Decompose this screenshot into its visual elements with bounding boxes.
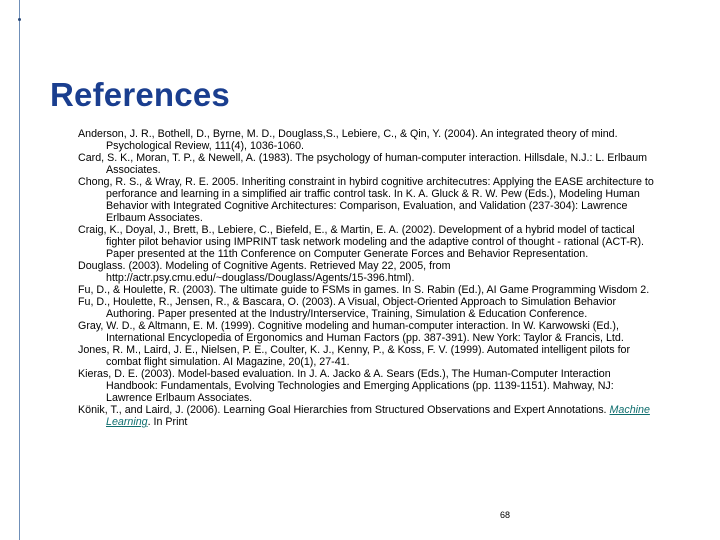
- reference-item: Fu, D., & Houlette, R. (2003). The ultimate guide to FSMs in games. In S. Rabin (Ed.), AI Game Programming Wisdom 2.: [78, 284, 650, 296]
- reference-list: [78, 128, 660, 428]
- machine-learning-link[interactable]: Machine Learning: [106, 404, 650, 428]
- reference-item: Gray, W. D., & Altmann, E. M. (1999). Cognitive modeling and human-computer interaction. In W. Karwowski (Ed.), International Encyclopedia of Ergonomics and Human Factors (pp. 387-391). New York: Taylor & Francis, Ltd.: [78, 320, 624, 344]
- reference-item: Chong, R. S., & Wray, R. E. 2005. Inheriting constraint in hybird cognitive architecutres: Applying the EASE architecture to perforance and learning in a simplified air traffic control task. In K. A. Gluck & R. W. Pew (Eds.), Modeling Human Behavior with Integrated Cognitive Architectures: Comparison, Evaluation, and Validation (237-304): Lawrence Erlbaum Associates.: [78, 176, 654, 224]
- reference-item: Fu, D., Houlette, R., Jensen, R., & Bascara, O. (2003). A Visual, Object-Oriented Approach to Simulation Behavior Authoring. Paper presented at the Industry/Interservice, Training, Simulation & Education Conference.: [78, 296, 617, 320]
- reference-item: [78, 404, 660, 428]
- reference-item: Anderson, J. R., Bothell, D., Byrne, M. D., Douglass,S., Lebiere, C., & Qin, Y. (2004). An integrated theory of mind. Psychological Review, 111(4), 1036-1060.: [78, 128, 618, 152]
- reference-item: Jones, R. M., Laird, J. E., Nielsen, P. E., Coulter, K. J., Kenny, P., & Koss, F. V. (1999). Automated intelligent pilots for combat flight simulation. AI Magazine, 20(1), 27-41.: [78, 344, 631, 368]
- reference-item: Douglass. (2003). Modeling of Cognitive Agents. Retrieved May 22, 2005, from http://actr.psy.cmu.edu/~douglass/Douglass/Agents/15-396.html).: [78, 260, 451, 284]
- left-divider-line: [19, 0, 20, 540]
- reference-text-tail: . In Print: [147, 416, 188, 428]
- reference-text: Könik, T., and Laird, J. (2006). Learning Goal Hierarchies from Structured Observations and Expert Annotations.: [78, 404, 610, 416]
- page-number: 68: [500, 510, 511, 520]
- page-title: References: [50, 76, 230, 113]
- reference-item: Craig, K., Doyal, J., Brett, B., Lebiere, C., Biefeld, E., & Martin, E. A. (2002). Development of a hybrid model of tactical fighter pilot behavior using IMPRINT task network modeling and the adaptive control of thought - rational (ACT-R). Paper presented at the 11th Conference on Computer Generate Forces and Behavior Representation.: [78, 224, 645, 260]
- reference-item: Card, S. K., Moran, T. P., & Newell, A. (1983). The psychology of human-computer interaction. Hillsdale, N.J.: L. Erlbaum Associates.: [78, 152, 648, 176]
- bullet-dot: [18, 18, 21, 21]
- reference-item: Kieras, D. E. (2003). Model-based evaluation. In J. A. Jacko & A. Sears (Eds.), The Human-Computer Interaction Handbook: Fundamentals, Evolving Technologies and Emerging Applications (pp. 1139-1151). Mahway, NJ: Lawrence Erlbaum Associates.: [78, 368, 614, 404]
